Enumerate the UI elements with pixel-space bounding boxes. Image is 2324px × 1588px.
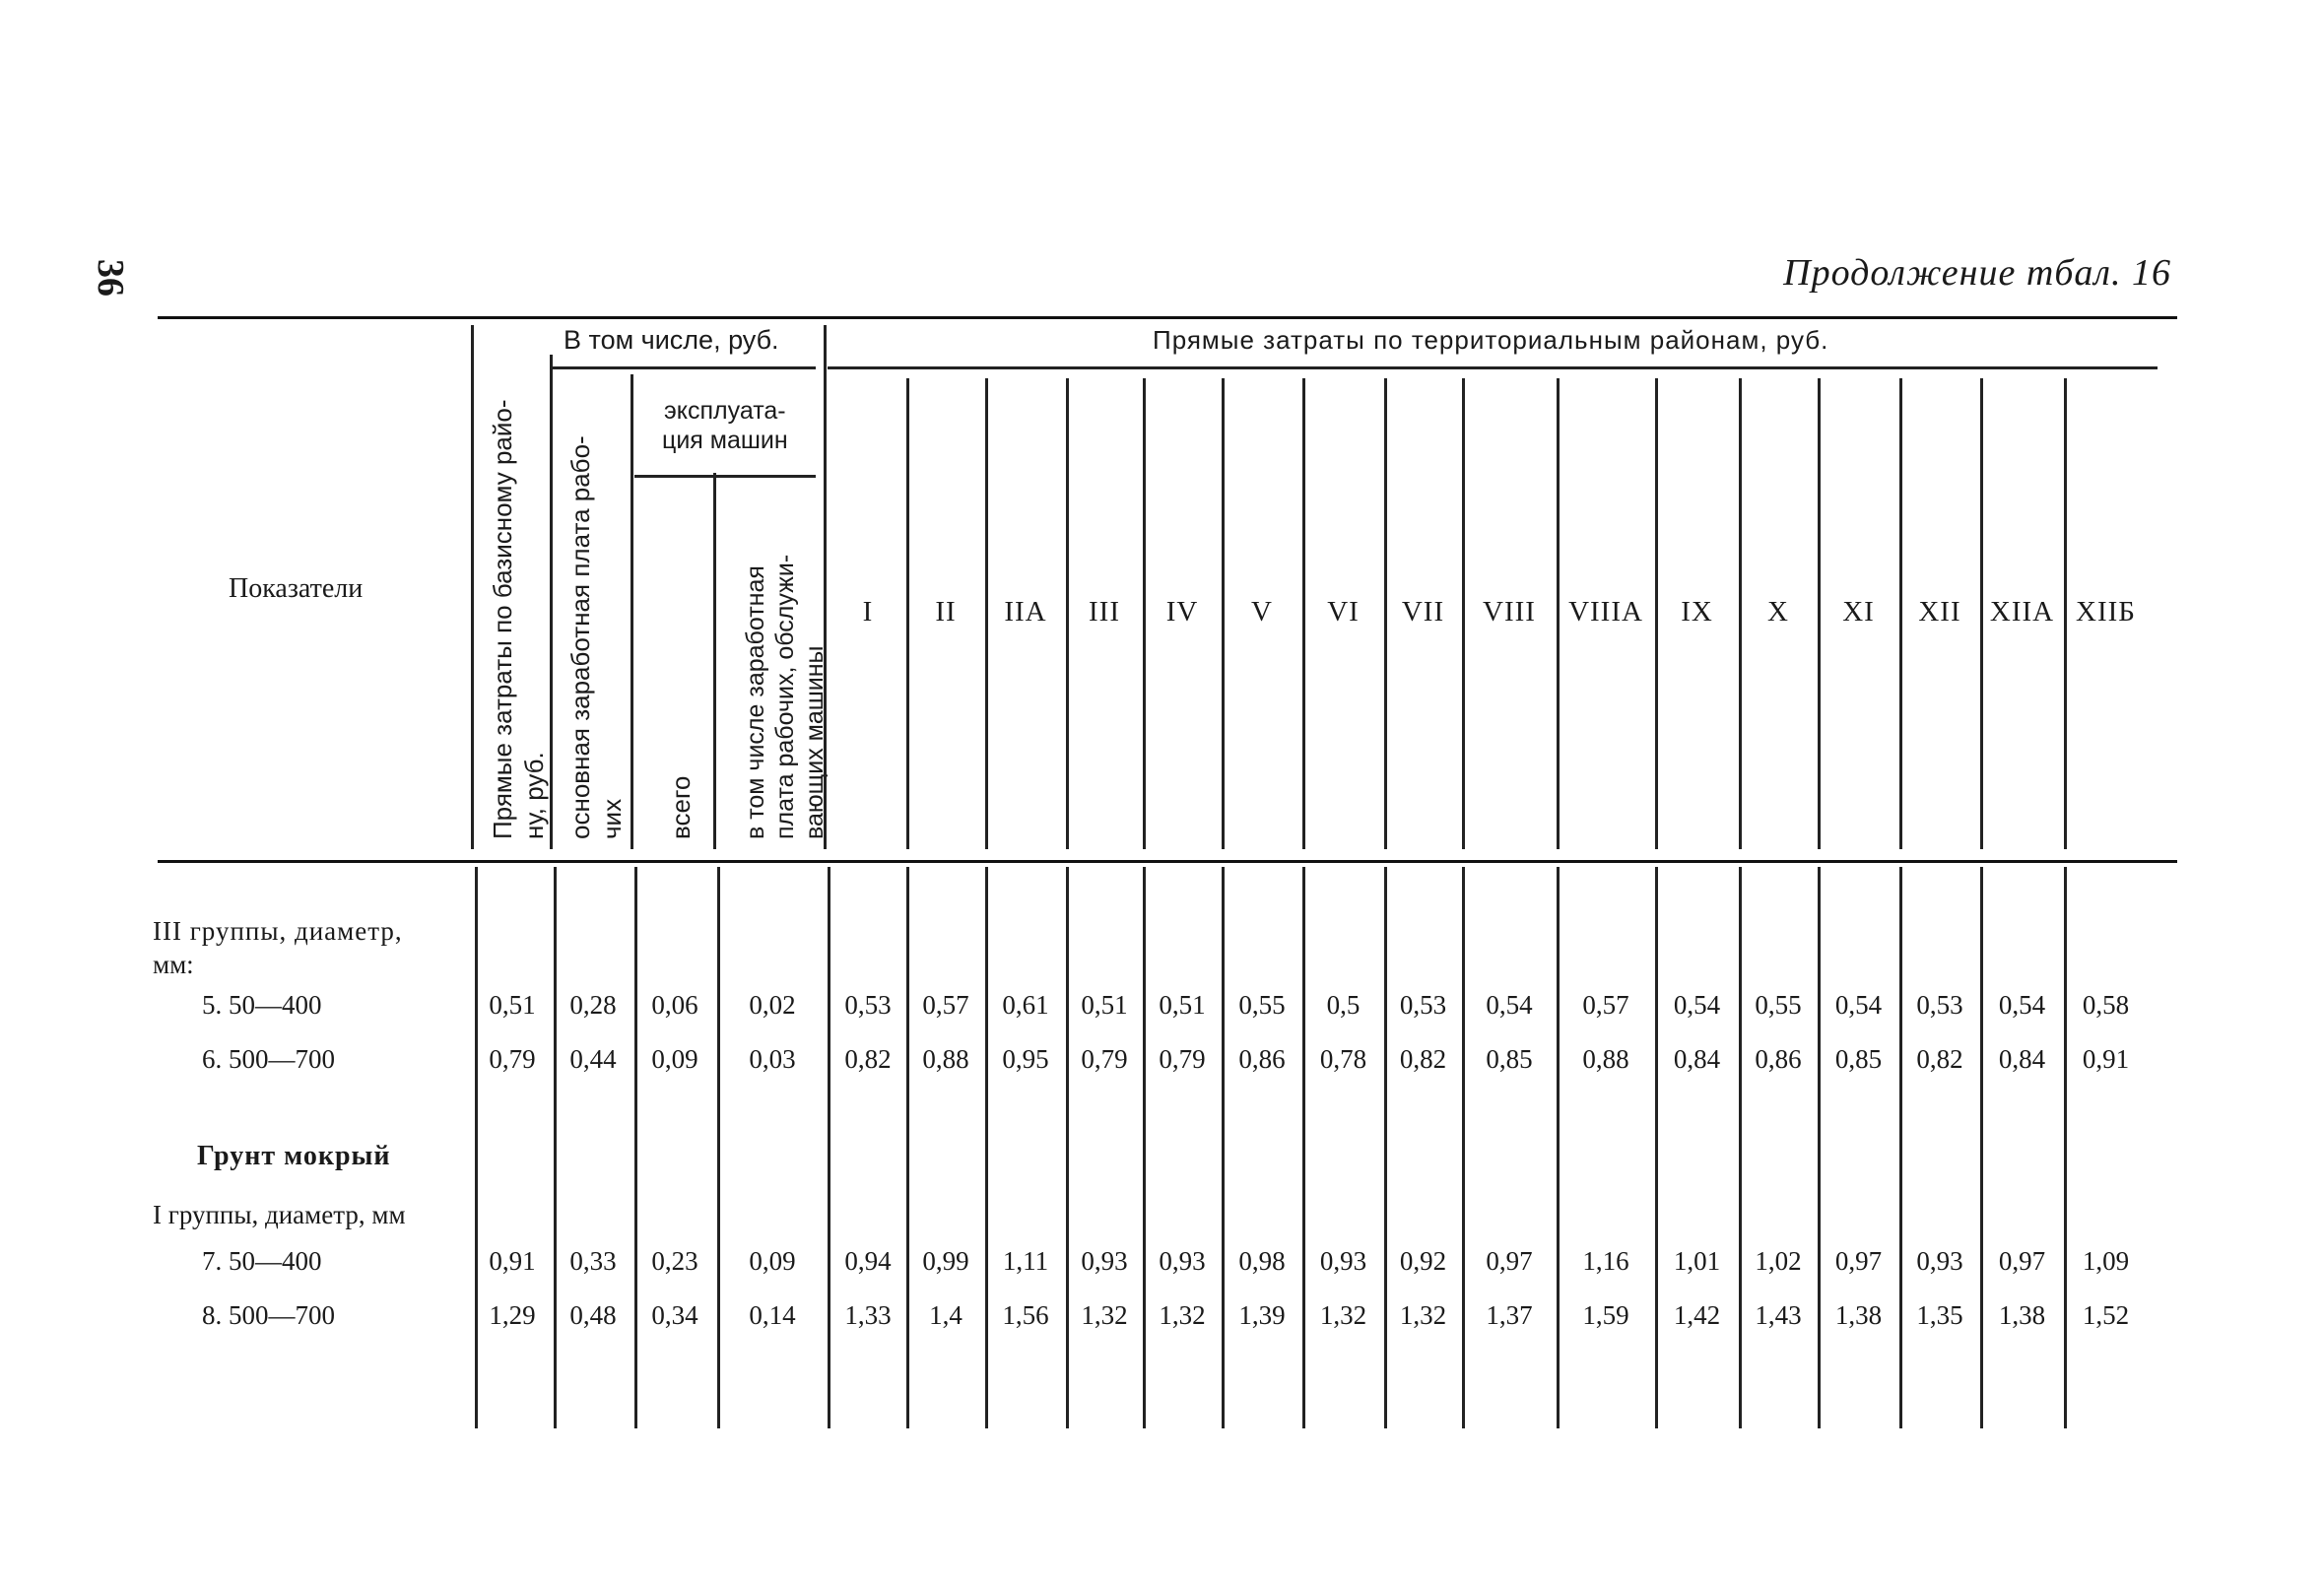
region-cost-cell: 0,5 (1326, 990, 1361, 1020)
body-column-divider (717, 867, 720, 1428)
region-cost-cell: 0,86 (1238, 1044, 1286, 1074)
region-cost-cell: 1,02 (1755, 1246, 1802, 1276)
base-cost-cell: 0,79 (489, 1044, 536, 1074)
region-cost-cell: 0,54 (1486, 990, 1533, 1020)
region-cost-cell: 1,35 (1916, 1300, 1963, 1330)
region-cost-cell: 0,88 (1582, 1044, 1629, 1074)
region-cost-cell: 1,56 (1002, 1300, 1049, 1330)
row-label: 8. 500—700 (202, 1300, 335, 1330)
body-column-divider (1818, 867, 1821, 1428)
row-label: 6. 500—700 (202, 1044, 335, 1074)
region-header-XII: XII (1918, 596, 1961, 628)
region-column-divider (1143, 378, 1146, 849)
region-column-divider (1384, 378, 1387, 849)
region-cost-cell: 0,82 (1399, 1044, 1447, 1074)
region-cost-cell: 0,54 (1998, 990, 2046, 1020)
body-column-divider (906, 867, 909, 1428)
region-cost-cell: 0,54 (1673, 990, 1721, 1020)
region-column-divider (985, 378, 988, 849)
machine-wage-cell: 0,14 (749, 1300, 796, 1330)
body-column-divider (1557, 867, 1560, 1428)
region-cost-cell: 1,32 (1081, 1300, 1128, 1330)
region-cost-cell: 1,38 (1834, 1300, 1883, 1330)
machine-wage-cell: 0,02 (749, 990, 796, 1020)
group1-label: I группы, диаметр, мм (153, 1200, 406, 1229)
including-header: В том числе, руб. (564, 325, 779, 355)
body-column-divider (1980, 867, 1983, 1428)
machine-wage-cell: 0,09 (749, 1246, 796, 1276)
region-cost-cell: 1,43 (1755, 1300, 1802, 1330)
basic-wage-cell: 0,33 (569, 1246, 617, 1276)
body-column-divider (1899, 867, 1902, 1428)
region-header-VII: VII (1401, 596, 1445, 628)
region-column-divider (2064, 378, 2067, 849)
region-header-XIIA: XIIA (1989, 596, 2055, 628)
region-cost-cell: 1,01 (1673, 1246, 1721, 1276)
header-column-divider (713, 473, 716, 849)
region-cost-cell: 1,32 (1159, 1300, 1206, 1330)
region-cost-cell: 0,94 (844, 1246, 892, 1276)
region-cost-cell: 0,57 (922, 990, 969, 1020)
machine-total-cell: 0,09 (651, 1044, 698, 1074)
region-column-divider (1557, 378, 1560, 849)
machine-wage-cell: 0,03 (749, 1044, 796, 1074)
region-header-VI: VI (1327, 596, 1360, 628)
region-header-I: I (862, 596, 874, 628)
region-cost-cell: 0,61 (1002, 990, 1049, 1020)
region-cost-cell: 1,32 (1319, 1300, 1367, 1330)
body-column-divider (1066, 867, 1069, 1428)
region-cost-cell: 0,92 (1399, 1246, 1447, 1276)
header-column-divider (471, 325, 474, 849)
body-column-divider (1222, 867, 1225, 1428)
body-column-divider (1302, 867, 1305, 1428)
region-cost-cell: 1,42 (1673, 1300, 1721, 1330)
region-header-IIA: IIA (1004, 596, 1047, 628)
region-header-X: X (1767, 596, 1789, 628)
region-cost-cell: 0,93 (1159, 1246, 1206, 1276)
body-column-divider (985, 867, 988, 1428)
region-cost-cell: 0,51 (1081, 990, 1128, 1020)
region-cost-cell: 0,82 (844, 1044, 892, 1074)
region-cost-cell: 0,84 (1998, 1044, 2046, 1074)
region-header-VIII: VIII (1483, 596, 1536, 628)
region-cost-cell: 0,55 (1238, 990, 1286, 1020)
region-cost-cell: 1,32 (1399, 1300, 1447, 1330)
region-column-divider (1462, 378, 1465, 849)
header-column-divider (631, 374, 633, 849)
top-rule (158, 316, 2177, 319)
region-header-III: III (1089, 596, 1120, 628)
region-cost-cell: 1,39 (1238, 1300, 1286, 1330)
header-bottom-rule (158, 860, 2177, 863)
body-column-divider (828, 867, 830, 1428)
region-column-divider (1222, 378, 1225, 849)
region-cost-cell: 1,16 (1582, 1246, 1629, 1276)
region-cost-cell: 1,59 (1582, 1300, 1629, 1330)
region-cost-cell: 0,53 (1916, 990, 1963, 1020)
machine-total-cell: 0,23 (651, 1246, 698, 1276)
base-cost-cell: 0,91 (489, 1246, 536, 1276)
region-header-II: II (935, 596, 957, 628)
basic-wage-header: основная заработная плата рабо- чих (565, 435, 627, 839)
machine-operation-underline (634, 475, 816, 478)
region-column-divider (1899, 378, 1902, 849)
base-cost-cell: 1,29 (489, 1300, 536, 1330)
group3-label: III группы, диаметр, мм: (153, 916, 403, 979)
body-column-divider (634, 867, 637, 1428)
body-column-divider (2064, 867, 2067, 1428)
indicators-header: Показатели (229, 573, 364, 604)
region-cost-cell: 0,79 (1081, 1044, 1128, 1074)
body-column-divider (1739, 867, 1742, 1428)
region-cost-cell: 0,93 (1916, 1246, 1963, 1276)
region-cost-cell: 0,86 (1755, 1044, 1802, 1074)
region-header-IX: IX (1681, 596, 1713, 628)
region-cost-cell: 0,82 (1916, 1044, 1963, 1074)
wet-soil-title: Грунт мокрый (197, 1141, 391, 1171)
region-cost-cell: 0,55 (1755, 990, 1802, 1020)
total-header: всего (666, 775, 696, 839)
body-column-divider (1143, 867, 1146, 1428)
region-column-divider (1066, 378, 1069, 849)
region-column-divider (1302, 378, 1305, 849)
region-cost-cell: 0,97 (1486, 1246, 1533, 1276)
direct-costs-base-header: Прямые затраты по базисному райо- ну, руб. (488, 399, 549, 839)
including-underline (550, 366, 816, 369)
body-column-divider (554, 867, 557, 1428)
region-cost-cell: 0,85 (1834, 1044, 1883, 1074)
basic-wage-cell: 0,44 (569, 1044, 617, 1074)
region-cost-cell: 0,93 (1081, 1246, 1128, 1276)
region-column-divider (1739, 378, 1742, 849)
region-header-VIIIA: VIIIA (1568, 596, 1643, 628)
territorial-underline (828, 366, 2158, 369)
region-cost-cell: 0,53 (1399, 990, 1447, 1020)
basic-wage-cell: 0,48 (569, 1300, 617, 1330)
region-cost-cell: 1,09 (2082, 1246, 2130, 1276)
region-column-divider (1818, 378, 1821, 849)
region-cost-cell: 0,97 (1998, 1246, 2046, 1276)
basic-wage-cell: 0,28 (569, 990, 617, 1020)
region-header-XIIБ: XIIБ (2076, 596, 2136, 628)
region-cost-cell: 1,38 (1998, 1300, 2046, 1330)
base-cost-cell: 0,51 (489, 990, 536, 1020)
region-cost-cell: 0,91 (2082, 1044, 2130, 1074)
region-cost-cell: 0,88 (922, 1044, 969, 1074)
region-cost-cell: 0,57 (1582, 990, 1629, 1020)
header-column-divider (550, 355, 553, 849)
region-cost-cell: 1,33 (844, 1300, 892, 1330)
region-cost-cell: 0,54 (1834, 990, 1883, 1020)
continuation-title: Продолжение тбал. 16 (1783, 252, 2171, 294)
region-cost-cell: 0,85 (1486, 1044, 1533, 1074)
header-column-divider (824, 325, 827, 849)
body-column-divider (1655, 867, 1658, 1428)
region-cost-cell: 0,95 (1002, 1044, 1049, 1074)
region-cost-cell: 0,78 (1319, 1044, 1367, 1074)
page-number: 36 (90, 259, 131, 297)
region-cost-cell: 0,98 (1238, 1246, 1286, 1276)
region-cost-cell: 1,11 (1002, 1246, 1049, 1276)
region-cost-cell: 0,53 (844, 990, 892, 1020)
region-cost-cell: 1,4 (929, 1300, 963, 1330)
region-cost-cell: 0,84 (1673, 1044, 1721, 1074)
region-cost-cell: 0,99 (922, 1246, 969, 1276)
region-column-divider (1980, 378, 1983, 849)
region-header-IV: IV (1165, 596, 1199, 628)
region-header-V: V (1251, 596, 1273, 628)
machine-total-cell: 0,34 (651, 1300, 698, 1330)
region-cost-cell: 1,37 (1486, 1300, 1533, 1330)
region-column-divider (906, 378, 909, 849)
region-cost-cell: 0,79 (1159, 1044, 1206, 1074)
region-header-XI: XI (1842, 596, 1875, 628)
body-column-divider (1384, 867, 1387, 1428)
region-cost-cell: 0,51 (1159, 990, 1206, 1020)
region-cost-cell: 0,93 (1319, 1246, 1367, 1276)
region-cost-cell: 1,52 (2082, 1300, 2130, 1330)
machine-total-cell: 0,06 (651, 990, 698, 1020)
machine-operation-header: эксплуата- ция машин (662, 397, 788, 454)
region-cost-cell: 0,97 (1834, 1246, 1883, 1276)
territorial-header: Прямые затраты по территориальным районам, руб. (1153, 325, 1829, 355)
body-column-divider (475, 867, 478, 1428)
body-column-divider (1462, 867, 1465, 1428)
row-label: 7. 50—400 (202, 1246, 322, 1276)
region-cost-cell: 0,58 (2082, 990, 2130, 1020)
row-label: 5. 50—400 (202, 990, 322, 1020)
machine-wage-header: в том числе заработная плата рабочих, обслужи- вающих машины (742, 554, 829, 839)
region-column-divider (1655, 378, 1658, 849)
